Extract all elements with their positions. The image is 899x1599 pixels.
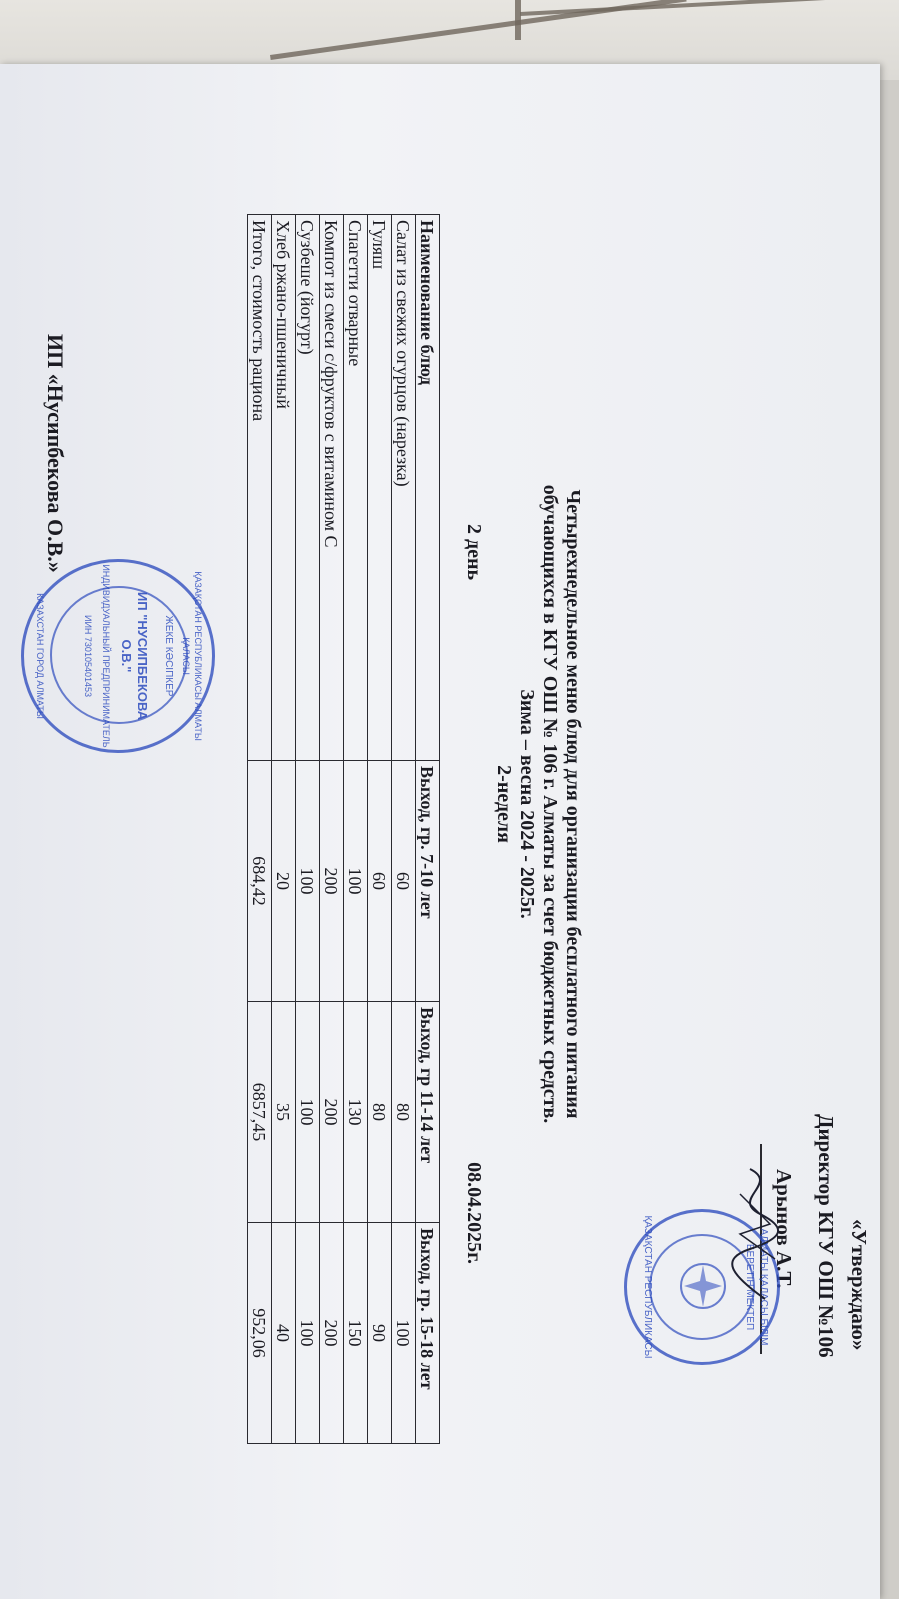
menu-title-line: обучающихся в КГУ ОШ № 106 г. Алматы за счет бюджетных средств. xyxy=(539,484,561,1124)
menu-date: 08.04.2025г. xyxy=(463,1162,485,1264)
supplier-stamp-text: О.В." xyxy=(119,639,134,673)
table-row xyxy=(368,215,392,1444)
column-header: Выход, гр 11-14 лет xyxy=(416,1002,440,1223)
portion-7-10: 100 xyxy=(296,761,320,1002)
portion-15-18: 90 xyxy=(368,1223,392,1444)
document-page xyxy=(0,64,880,1599)
portion-11-14: 200 xyxy=(320,1002,344,1223)
table-header-row xyxy=(416,215,440,1444)
column-header: Выход, гр. 7-10 лет xyxy=(416,761,440,1002)
supplier-stamp-text: ИИН 730105401453 xyxy=(83,614,93,697)
supplier-stamp xyxy=(21,559,215,753)
portion-15-18: 40 xyxy=(272,1223,296,1444)
portion-7-10: 20 xyxy=(272,761,296,1002)
dish-name: Сузбеше (йогурт) xyxy=(296,215,320,761)
portion-11-14: 100 xyxy=(296,1002,320,1223)
dish-name: Спагетти отварные xyxy=(344,215,368,761)
portion-11-14: 80 xyxy=(392,1002,416,1223)
table-row xyxy=(272,215,296,1444)
day-label: 2 день xyxy=(463,524,485,581)
portion-15-18: 200 xyxy=(320,1223,344,1444)
portion-7-10: 100 xyxy=(344,761,368,1002)
portion-15-18: 100 xyxy=(392,1223,416,1444)
portion-7-10: 60 xyxy=(368,761,392,1002)
rotated-document-content xyxy=(0,64,880,1599)
table-row xyxy=(392,215,416,1444)
total-7-10: 684,42 xyxy=(248,761,272,1002)
tile-grout-line xyxy=(515,0,521,40)
school-stamp-text: АЛМАТЫ ҚАЛАСЫ БІЛІМ xyxy=(758,1228,769,1346)
emblem-icon xyxy=(674,1257,732,1315)
supplier-stamp-text: КАЗАХСТАН ГОРОД АЛМАТЫ xyxy=(35,593,45,719)
menu-table xyxy=(247,214,440,1444)
director-signature-icon xyxy=(725,1164,785,1304)
dish-name: Салат из свежих огурцов (нарезка) xyxy=(392,215,416,761)
day-date-row xyxy=(462,524,485,1264)
table-row xyxy=(296,215,320,1444)
column-header: Выход, гр. 15-18 лет xyxy=(416,1223,440,1444)
column-header: Наименование блюд xyxy=(416,215,440,761)
portion-15-18: 150 xyxy=(344,1223,368,1444)
menu-title xyxy=(492,304,584,1304)
menu-title-line: Зима – весна 2024 - 2025г. xyxy=(516,689,538,919)
school-stamp-text: БЕРЕТІН МЕКТЕП xyxy=(744,1243,755,1331)
menu-title-line: Четырехнедельное меню блюд для организации бесплатного питания xyxy=(562,489,584,1119)
supplier-stamp-text: ЖЕКЕ КӘСІПКЕР xyxy=(163,615,174,697)
supplier-stamp-text: ИП "НУСИПБЕКОВА xyxy=(135,591,150,721)
portion-7-10: 200 xyxy=(320,761,344,1002)
dish-name: Хлеб ржано-пшеничный xyxy=(272,215,296,761)
total-11-14: 6857,45 xyxy=(248,1002,272,1223)
table-row xyxy=(320,215,344,1444)
portion-15-18: 100 xyxy=(296,1223,320,1444)
table-total-row xyxy=(248,215,272,1444)
approval-name: Арынов А.Т. xyxy=(772,1169,796,1289)
total-label: Итого, стоимость рациона xyxy=(248,215,272,761)
portion-11-14: 80 xyxy=(368,1002,392,1223)
approval-position: Директор КГУ ОШ №106 xyxy=(814,1114,838,1358)
table-row xyxy=(344,215,368,1444)
menu-title-line: 2-неделя xyxy=(493,765,515,843)
supplier-stamp-text: ҚАЗАҚСТАН РЕСПУБЛИКАСЫ АЛМАТЫ ҚАЛАСЫ xyxy=(181,571,203,741)
total-15-18: 952,06 xyxy=(248,1223,272,1444)
portion-11-14: 35 xyxy=(272,1002,296,1223)
dish-name: Компот из смеси с/фруктов с витамином С xyxy=(320,215,344,761)
portion-7-10: 60 xyxy=(392,761,416,1002)
supplier-signature: ИП «Нусипбекова О.В.» xyxy=(43,334,68,573)
portion-11-14: 130 xyxy=(344,1002,368,1223)
approval-label: «Утверждаю» xyxy=(847,1219,871,1351)
dish-name: Гуляш xyxy=(368,215,392,761)
school-stamp-text: ҚАЗАҚСТАН РЕСПУБЛИКАСЫ xyxy=(642,1215,653,1359)
supplier-stamp-text: ИНДИВИДУАЛЬНЫЙ ПРЕДПРИНИМАТЕЛЬ xyxy=(101,564,111,748)
